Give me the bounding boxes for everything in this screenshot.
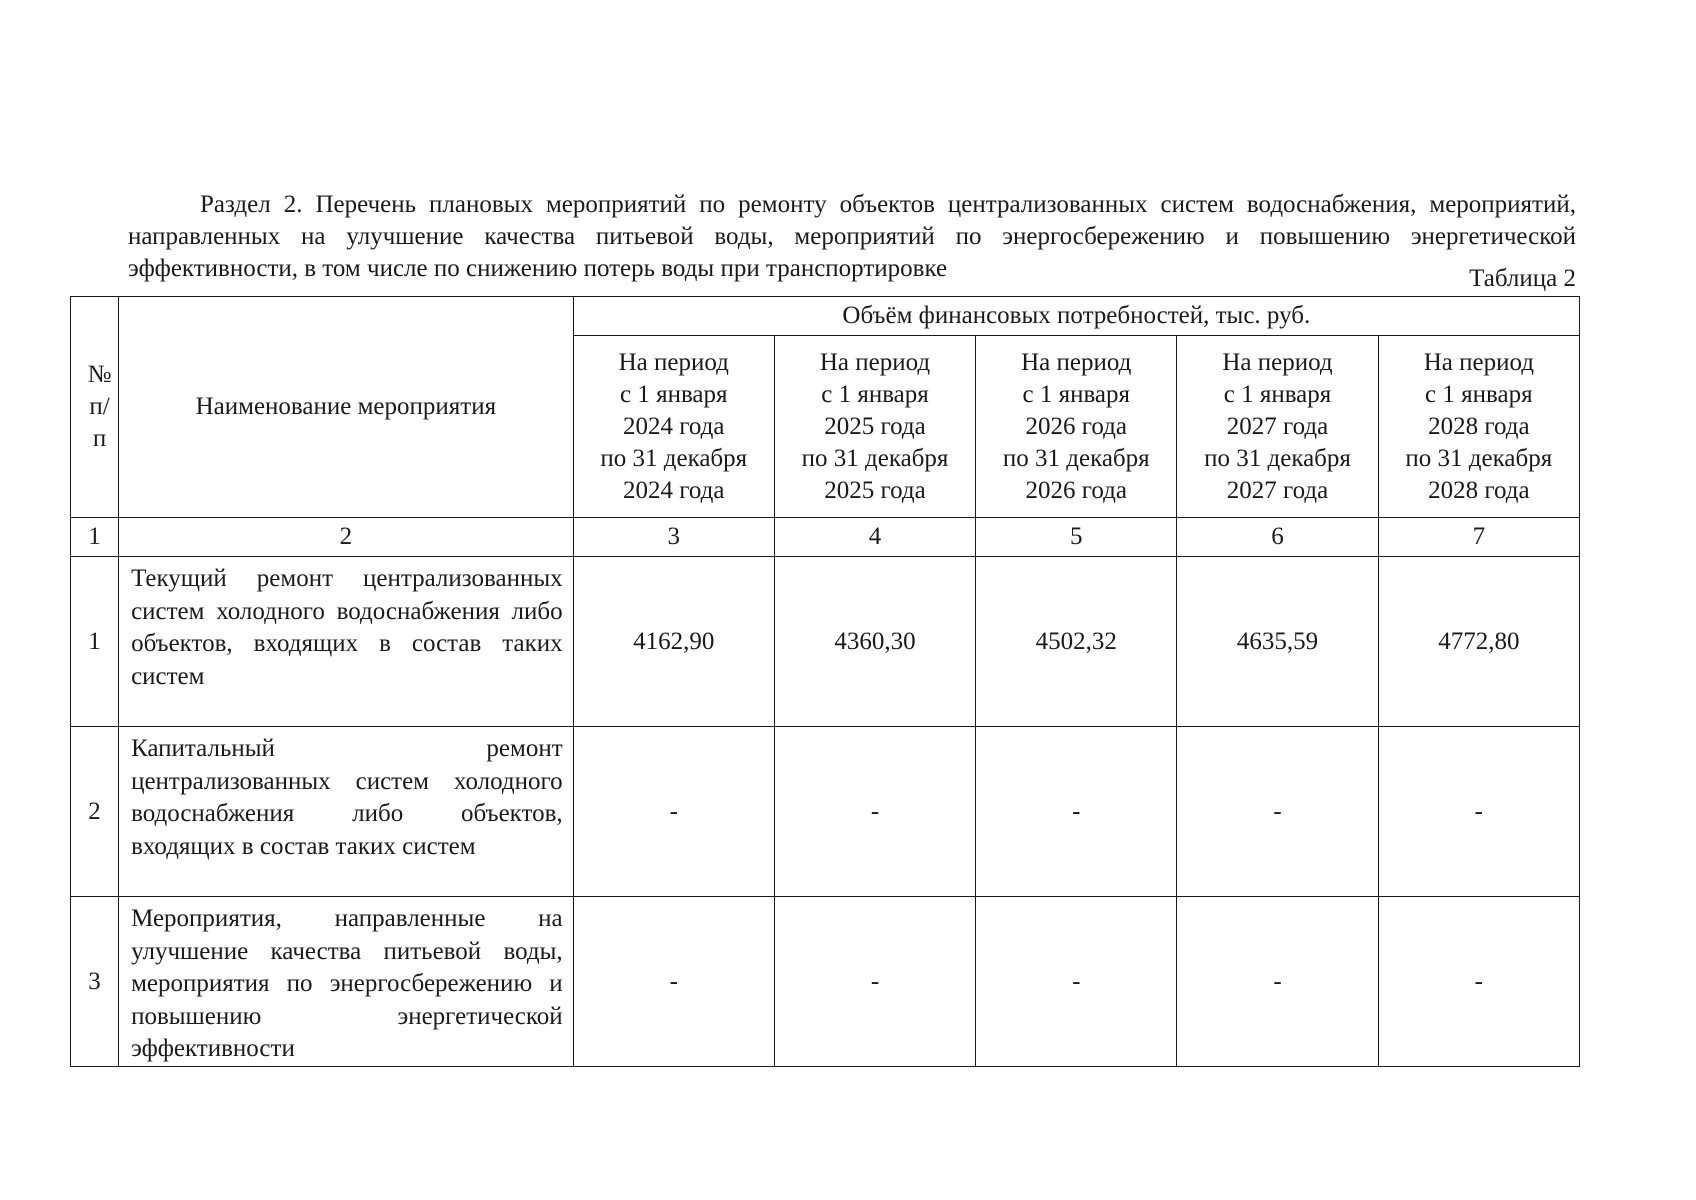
period-line: 2025 года [824, 412, 926, 440]
period-line: с 1 января [619, 380, 728, 408]
column-index-row [71, 518, 1580, 557]
column-index-cell: 1 [71, 518, 119, 557]
col-name-header: Наименование мероприятия [119, 297, 574, 518]
value-cell: - [1378, 727, 1579, 897]
period-line: по 31 декабря [1204, 444, 1351, 472]
activity-name: Текущий ремонт централизованных систем холодного водоснабжения либо объектов, входящих в состав таких систем [119, 557, 574, 727]
row-number: 2 [71, 727, 119, 897]
value-cell: 4360,30 [774, 557, 975, 727]
period-header-2026 [976, 336, 1177, 518]
period-header-2028 [1378, 336, 1579, 518]
column-index-cell: 2 [119, 518, 574, 557]
table-row [71, 557, 1580, 727]
period-line: по 31 декабря [801, 444, 949, 472]
value-cell: - [976, 897, 1177, 1067]
period-line: 2026 года [1025, 412, 1127, 440]
period-line: На период [618, 348, 729, 376]
period-line: На период [819, 348, 931, 376]
table-row [71, 897, 1580, 1067]
period-header-2025 [774, 336, 975, 518]
col-num-header: № п/ п [71, 297, 119, 518]
value-cell: - [1177, 727, 1378, 897]
column-index-cell: 6 [1177, 518, 1378, 557]
table-header-row-group [71, 297, 1580, 336]
period-line: с 1 января [1425, 380, 1533, 408]
period-line: с 1 января [1223, 380, 1332, 408]
value-cell: - [1177, 897, 1378, 1067]
period-line: На период [1021, 348, 1132, 376]
value-cell: 4635,59 [1177, 557, 1378, 727]
period-line: 2028 года [1428, 476, 1530, 504]
value-cell: - [976, 727, 1177, 897]
period-line: 2027 года [1226, 412, 1329, 440]
period-line: 2025 года [824, 476, 926, 504]
period-line: по 31 декабря [1405, 444, 1553, 472]
period-line: по 31 декабря [600, 444, 748, 472]
activity-name: Капитальный ремонт централизованных систем холодного водоснабжения либо объектов, входящих в состав таких систем [119, 727, 574, 897]
section-heading: Раздел 2. Перечень плановых мероприятий по ремонту объектов централизованных систем водоснабжения, мероприятий, направленных на улучшение качества питьевой воды, мероприятий по энергосбережению и повышению энергетической эффективности, в том числе по снижению потерь воды при транспортировке [128, 191, 1576, 282]
period-line: 2028 года [1428, 412, 1530, 440]
period-line: с 1 января [1022, 380, 1131, 408]
column-index-cell: 3 [573, 518, 774, 557]
value-cell: 4772,80 [1378, 557, 1579, 727]
row-number: 3 [71, 897, 119, 1067]
plan-table [70, 296, 1580, 1067]
period-line: 2026 года [1025, 476, 1127, 504]
value-cell: - [774, 897, 975, 1067]
period-line: На период [1423, 348, 1534, 376]
period-line: На период [1222, 348, 1333, 376]
period-line: 2024 года [623, 476, 725, 504]
value-cell: - [774, 727, 975, 897]
finance-group-header: Объём финансовых потребностей, тыс. руб. [573, 297, 1579, 336]
period-line: с 1 января [821, 380, 929, 408]
activity-name: Мероприятия, направленные на улучшение качества питьевой воды, мероприятия по энергосбережению и повышению энергетической эффективности [119, 897, 574, 1067]
value-cell: - [1378, 897, 1579, 1067]
period-line: 2027 года [1226, 476, 1329, 504]
table-row [71, 727, 1580, 897]
value-cell: - [573, 727, 774, 897]
value-cell: 4502,32 [976, 557, 1177, 727]
period-header-2024 [573, 336, 774, 518]
column-index-cell: 5 [976, 518, 1177, 557]
period-header-2027 [1177, 336, 1378, 518]
column-index-cell: 4 [774, 518, 975, 557]
value-cell: 4162,90 [573, 557, 774, 727]
table-caption: Таблица 2 [1469, 265, 1576, 292]
row-number: 1 [71, 557, 119, 727]
column-index-cell: 7 [1378, 518, 1579, 557]
value-cell: - [573, 897, 774, 1067]
period-line: по 31 декабря [1002, 444, 1150, 472]
period-line: 2024 года [623, 412, 725, 440]
